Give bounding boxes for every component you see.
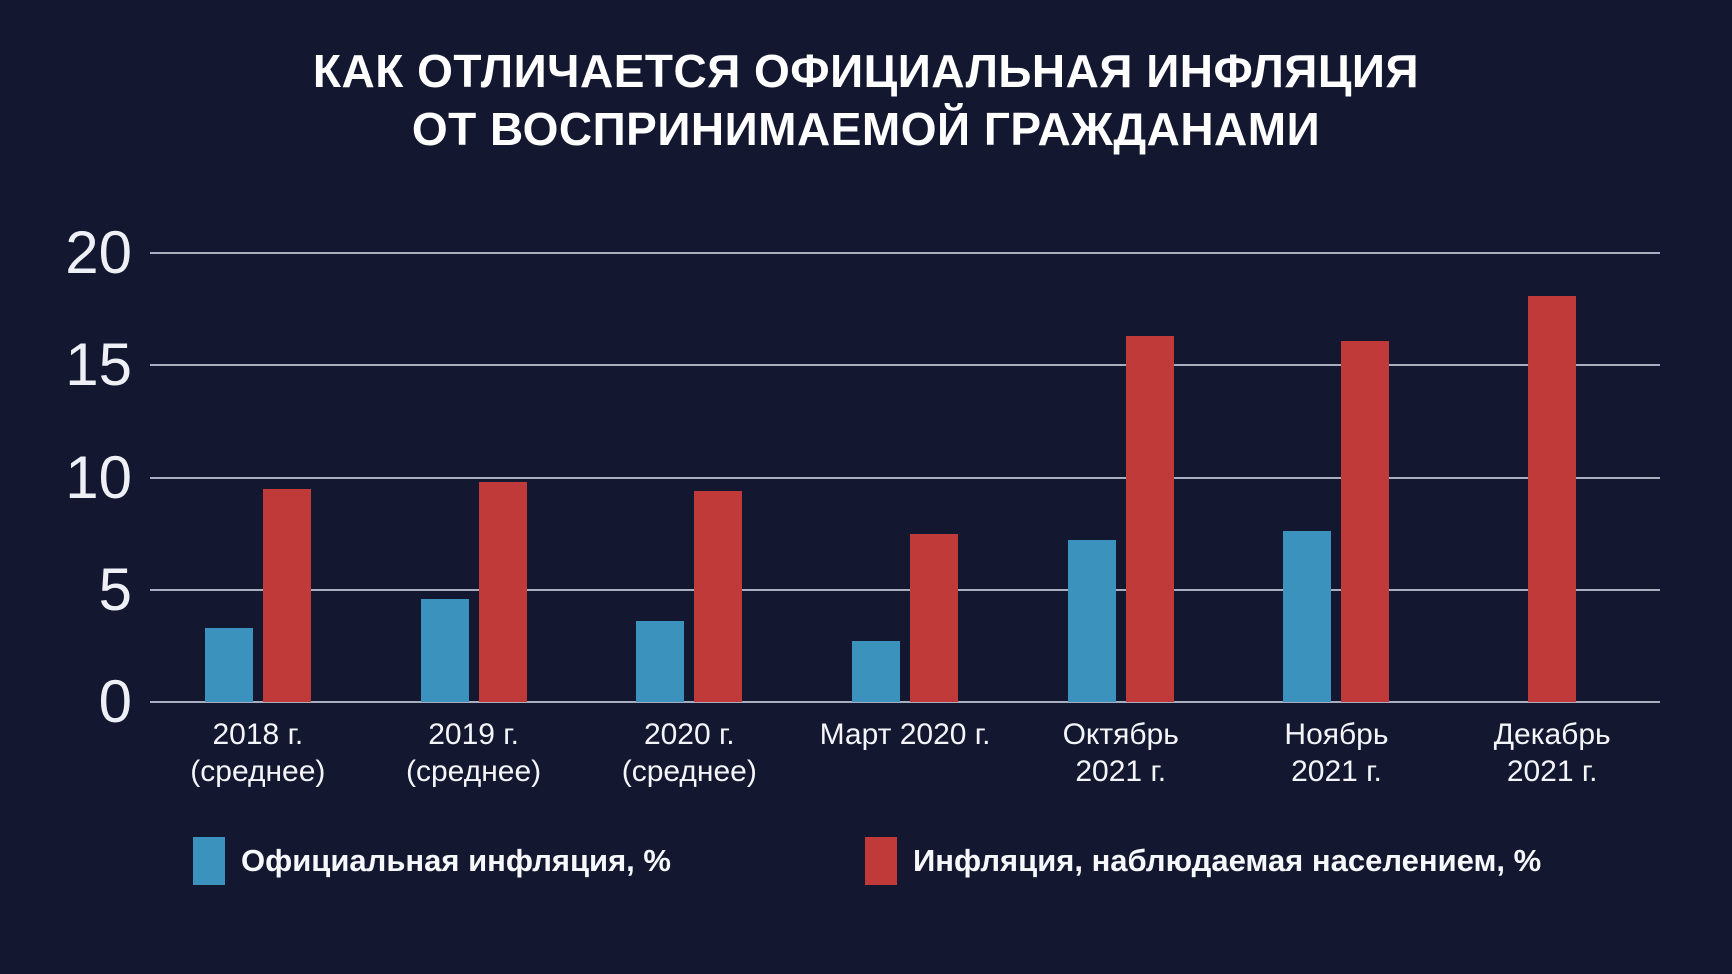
- x-axis-category-line: 2019 г.: [428, 718, 519, 751]
- bar-perceived: [1341, 341, 1389, 702]
- chart-title-line-2: ОТ ВОСПРИНИМАЕМОЙ ГРАЖДАНАМИ: [411, 103, 1321, 155]
- bar-group: [1229, 253, 1445, 702]
- y-axis-tick-label: 0: [98, 668, 132, 735]
- bar-official: [1068, 540, 1116, 702]
- legend-swatch-perceived: [865, 837, 897, 885]
- bar-official: [852, 641, 900, 702]
- bar-official: [1283, 531, 1331, 702]
- x-axis-category-label: [1229, 716, 1445, 790]
- x-axis-category-line: 2021 г.: [1506, 755, 1598, 788]
- bar-perceived: [694, 491, 742, 702]
- chart-title-line-1: КАК ОТЛИЧАЕТСЯ ОФИЦИАЛЬНАЯ ИНФЛЯЦИЯ: [312, 45, 1420, 97]
- bar-group: [366, 253, 582, 702]
- bar-group: [150, 253, 366, 702]
- x-axis-category-label: [797, 716, 1013, 790]
- x-axis-category-line: Октябрь: [1062, 718, 1179, 751]
- x-axis-category-line: 2021 г.: [1291, 755, 1382, 788]
- x-axis-category-label: [150, 716, 366, 790]
- bar-perceived: [263, 489, 311, 702]
- bar-group: [1013, 253, 1229, 702]
- bar-perceived: [910, 534, 958, 702]
- x-axis-category-label: [1444, 716, 1660, 790]
- bar-group: [1444, 253, 1660, 702]
- x-axis: [150, 716, 1660, 790]
- x-axis-category-label: [1013, 716, 1229, 790]
- x-axis-category-label: [581, 716, 797, 790]
- legend-item-official: [193, 836, 671, 886]
- bar-perceived: [479, 482, 527, 702]
- x-axis-category-line: 2020 г.: [643, 718, 735, 751]
- bar-official: [205, 628, 253, 702]
- bar-perceived: [1126, 336, 1174, 702]
- bar-perceived: [1528, 296, 1576, 702]
- y-axis-tick-label: 15: [65, 331, 132, 399]
- y-axis: [0, 219, 132, 735]
- legend: [0, 836, 1732, 886]
- plot-area: [150, 253, 1660, 702]
- x-axis-category-line: (среднее): [190, 755, 326, 788]
- y-axis-tick-label: 20: [65, 219, 132, 286]
- bar-groups: [150, 253, 1660, 702]
- legend-label-official: Официальная инфляция, %: [241, 843, 671, 878]
- y-axis-tick-label: 5: [98, 555, 132, 623]
- x-axis-category-line: 2021 г.: [1075, 755, 1167, 788]
- x-axis-category-label: [366, 716, 582, 790]
- x-axis-category-line: Ноябрь: [1284, 718, 1389, 751]
- x-axis-category-line: Март 2020 г.: [819, 718, 991, 751]
- chart-title: [0, 42, 1732, 158]
- legend-item-perceived: [865, 836, 1541, 886]
- x-axis-category-line: Декабрь: [1493, 718, 1611, 751]
- legend-label-perceived: Инфляция, наблюдаемая населением, %: [913, 843, 1542, 878]
- bar-group: [581, 253, 797, 702]
- x-axis-category-line: 2018 г.: [212, 718, 304, 751]
- x-axis-category-line: (среднее): [406, 755, 542, 788]
- y-axis-tick-label: 10: [65, 443, 132, 511]
- x-axis-category-line: (среднее): [621, 755, 757, 788]
- legend-swatch-official: [193, 837, 225, 885]
- bar-official: [636, 621, 684, 702]
- bar-official: [421, 599, 469, 702]
- bar-group: [797, 253, 1013, 702]
